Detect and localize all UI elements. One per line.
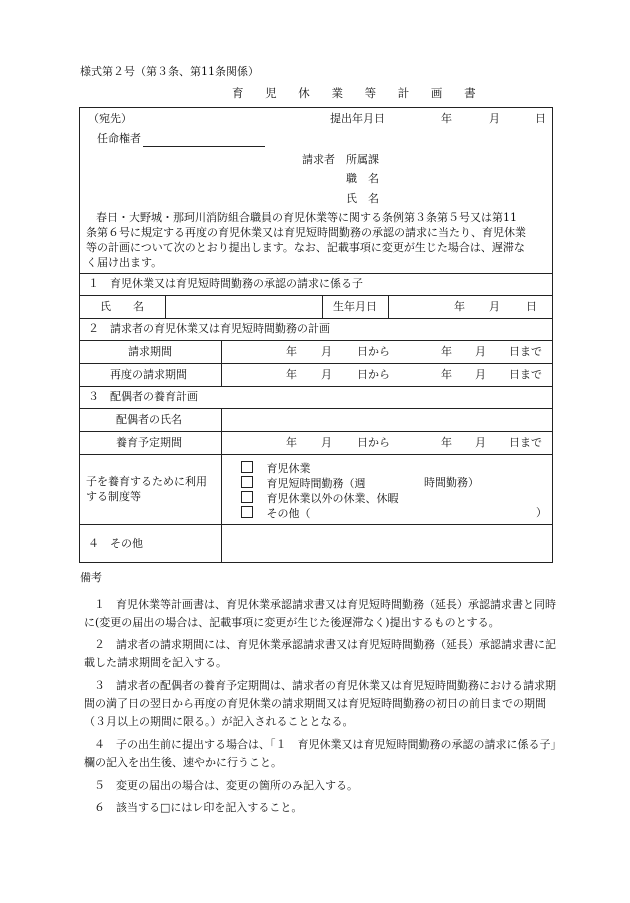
checkbox-icon[interactable] [241, 491, 253, 503]
care-m1: 月 [321, 436, 332, 449]
system-label-1: 子を養育するために利用 [86, 475, 207, 488]
care-y1: 年 [286, 436, 297, 449]
req-y1: 年 [286, 345, 297, 358]
care-from: 日から [357, 436, 390, 449]
page-title: 育 児 休 業 等 計 画 書 [232, 86, 485, 100]
note-text: 請求者の請求期間には、育児休業承認請求書又は育児短時間勤務（延長）承認請求書に記載した請求期間を記入する。 [84, 638, 556, 669]
note-text: 変更の届出の場合は、変更の箇所のみ記入する。 [116, 779, 358, 792]
birth-year: 年 [454, 300, 465, 313]
rereq-m2: 月 [475, 368, 486, 381]
note-text: 育児休業等計画書は、育児休業承認請求書又は育児短時間勤務（延長）承認請求書と同時に(変更の届出の場合は、記載事項に変更が生じた後遅滞なく)提出するものとする。 [84, 598, 556, 629]
option-label: その他（ [266, 507, 311, 520]
note-number: ６ [94, 801, 105, 814]
note-item [84, 736, 560, 772]
note-text: 子の出生前に提出する場合は、「１ 育児休業又は育児短時間勤務の承認の請求に係る子」欄の記入を出生後、速やかに行うこと。 [84, 738, 556, 769]
req-to: 日まで [509, 345, 542, 358]
date-month: 月 [489, 112, 500, 125]
re-request-period-label: 再度の請求期間 [110, 368, 187, 381]
submission-date-label: 提出年月日 [330, 112, 385, 125]
req-y2: 年 [441, 345, 452, 358]
note-text: 請求者の配偶者の養育予定期間は、請求者の育児休業又は育児短時間勤務における請求期間の満了日の翌日から再度の育児休業の請求期間又は育児短時間勤務の初日の前日までの期間（３月以上の期間に限る。）が記入されることとなる。 [84, 679, 556, 728]
rereq-y1: 年 [286, 368, 297, 381]
appointer-label: 任命権者 [97, 132, 141, 145]
system-label-2: する制度等 [86, 490, 141, 503]
note-number: ２ [94, 638, 105, 651]
option-other-leave[interactable] [241, 491, 399, 506]
care-m2: 月 [475, 436, 486, 449]
spouse-name-label: 配偶者の氏名 [116, 413, 182, 426]
child-name-label: 氏 名 [100, 300, 144, 313]
option-childcare-leave[interactable] [241, 461, 311, 476]
intro-line-4: く届け出ます。 [86, 256, 163, 269]
care-period-label: 養育予定期間 [116, 436, 182, 449]
option-other-close: ） [536, 506, 547, 519]
care-y2: 年 [441, 436, 452, 449]
checkbox-icon[interactable] [241, 461, 253, 473]
rereq-m1: 月 [321, 368, 332, 381]
note-number: １ [94, 598, 105, 611]
note-item [84, 596, 560, 632]
note-item [84, 636, 560, 672]
request-period-label: 請求期間 [128, 345, 172, 358]
dept-label: 所属課 [346, 153, 379, 166]
intro-line-1: 春日・大野城・那珂川消防組合職員の育児休業等に関する条例第３条第５号又は第11 [96, 211, 517, 224]
req-m2: 月 [475, 345, 486, 358]
name-label: 氏 名 [346, 192, 379, 205]
birth-day: 日 [526, 300, 537, 313]
date-year: 年 [441, 112, 452, 125]
rereq-to: 日まで [509, 368, 542, 381]
checkbox-icon[interactable] [241, 476, 253, 488]
appointer-underline [143, 146, 265, 147]
section2-heading: ２ 請求者の育児休業又は育児短時間勤務の計画 [88, 322, 330, 335]
birth-month: 月 [489, 300, 500, 313]
applicant-label: 請求者 [302, 153, 335, 166]
option-label: 育児休業以外の休業、休暇 [266, 492, 399, 505]
section3-heading: ３ 配偶者の養育計画 [88, 390, 198, 403]
note-item [84, 777, 560, 795]
rereq-y2: 年 [441, 368, 452, 381]
option-label: 育児休業 [266, 462, 311, 475]
option-label: 育児短時間勤務（週 [266, 477, 366, 490]
rereq-from: 日から [357, 368, 390, 381]
form-number: 様式第２号（第３条、第11条関係） [80, 65, 259, 78]
note-item [84, 799, 560, 817]
checkbox-icon[interactable] [241, 506, 253, 518]
note-number: ５ [94, 779, 105, 792]
option-other[interactable] [241, 506, 311, 521]
addressee-label: （宛先） [88, 112, 132, 125]
note-number: ４ [94, 738, 105, 751]
section4-heading: ４ その他 [88, 537, 143, 550]
req-m1: 月 [321, 345, 332, 358]
birth-date-label: 生年月日 [333, 300, 377, 313]
option-short-time[interactable] [241, 476, 366, 491]
req-from: 日から [357, 345, 390, 358]
intro-line-3: 等の計画について次のとおり提出します。なお、記載事項に変更が生じた場合は、遅滞な [86, 241, 525, 254]
note-text: 該当する□にはレ印を記入すること。 [116, 801, 303, 814]
care-to: 日まで [509, 436, 542, 449]
note-item [84, 677, 560, 731]
intro-line-2: 条第６号に規定する再度の育児休業又は育児短時間勤務の承認の請求に当たり、育児休業 [86, 226, 526, 239]
notes-heading: 備考 [80, 571, 102, 584]
section1-heading: １ 育児休業又は育児短時間勤務の承認の請求に係る子 [88, 277, 363, 290]
post-label: 職 名 [346, 172, 379, 185]
option-short-time-suffix: 時間勤務） [424, 476, 479, 489]
date-day: 日 [535, 112, 546, 125]
note-number: ３ [94, 679, 105, 692]
